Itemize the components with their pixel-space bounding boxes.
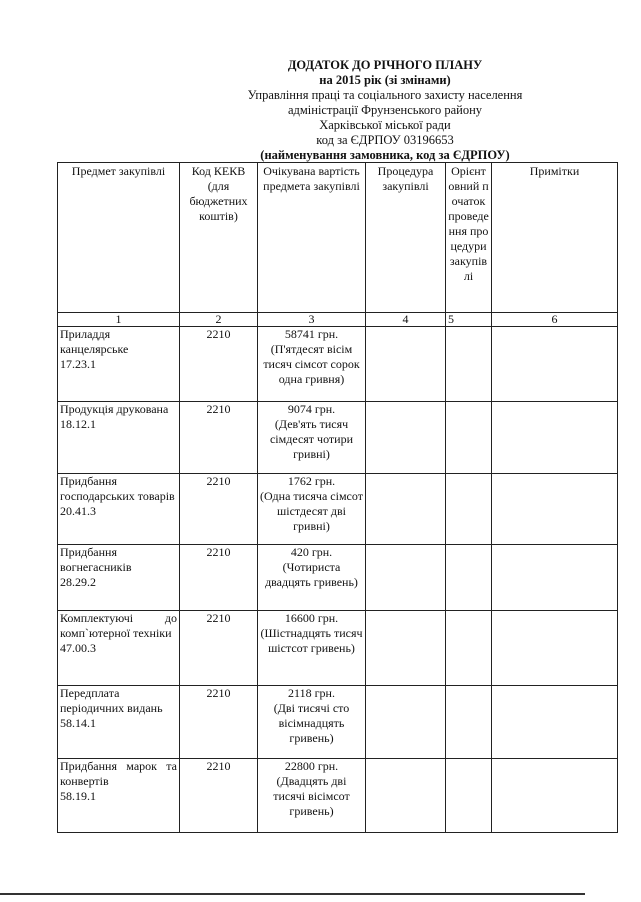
kekv-cell: 2210 <box>180 327 258 402</box>
table-row <box>58 402 618 474</box>
start-cell <box>446 327 492 402</box>
subject-name: Комплектуючі до комп`ютерної техніки <box>60 611 177 640</box>
document-title: ДОДАТОК ДО РІЧНОГО ПЛАНУ <box>287 58 483 72</box>
start-cell <box>446 759 492 833</box>
procurement-table <box>57 162 618 833</box>
column-header-expected-cost: Очікувана вартість предмета закупівлі <box>258 163 366 313</box>
subject-code: 58.19.1 <box>60 789 96 803</box>
amount-in-words: (Чотириста двадцять гривень) <box>265 560 358 589</box>
kekv-cell: 2210 <box>180 611 258 686</box>
subject-cell <box>58 686 180 759</box>
column-number: 2 <box>180 313 258 327</box>
document-header <box>150 58 620 163</box>
expected-cost-cell <box>258 474 366 545</box>
notes-cell <box>492 545 618 611</box>
procedure-cell <box>366 759 446 833</box>
table-row <box>58 686 618 759</box>
org-line-3: Харківської міської ради <box>319 118 451 132</box>
amount: 9074 грн. <box>287 402 336 416</box>
subject-cell <box>58 759 180 833</box>
table-row <box>58 759 618 833</box>
expected-cost-cell <box>258 545 366 611</box>
subject-code: 20.41.3 <box>60 504 96 518</box>
expected-cost-cell <box>258 759 366 833</box>
notes-cell <box>492 474 618 545</box>
subject-code: 17.23.1 <box>60 357 96 371</box>
org-line-1: Управління праці та соціального захисту населення <box>247 88 523 102</box>
procedure-cell <box>366 611 446 686</box>
procedure-cell <box>366 686 446 759</box>
column-header-procedure: Процедура закупівлі <box>366 163 446 313</box>
document-subtitle: на 2015 рік (зі змінами) <box>319 73 451 87</box>
subject-name: Придбання марок та конвертів <box>60 759 177 788</box>
amount: 2118 грн. <box>288 686 335 700</box>
column-header-notes: Примітки <box>492 163 618 313</box>
procedure-cell <box>366 545 446 611</box>
procedure-cell <box>366 327 446 402</box>
edrpou-code: код за ЄДРПОУ 03196653 <box>316 133 454 147</box>
notes-cell <box>492 759 618 833</box>
column-number: 4 <box>366 313 446 327</box>
start-cell <box>446 686 492 759</box>
subject-code: 47.00.3 <box>60 641 96 655</box>
kekv-cell: 2210 <box>180 474 258 545</box>
column-header-kekv: Код КЕКВ (для бюджетних коштів) <box>180 163 258 313</box>
table-row <box>58 474 618 545</box>
column-number: 6 <box>492 313 618 327</box>
amount-in-words: (Дві тисячі сто вісімнадцять гривень) <box>273 701 350 745</box>
expected-cost-cell <box>258 686 366 759</box>
expected-cost-cell <box>258 402 366 474</box>
subject-name: Придбання господарських товарів <box>60 474 175 503</box>
kekv-cell: 2210 <box>180 686 258 759</box>
amount-in-words: (Одна тисяча сімсот шістдесят дві гривні) <box>260 489 363 533</box>
amount: 58741 грн. <box>284 327 339 341</box>
column-number-row <box>58 313 618 327</box>
subject-cell <box>58 402 180 474</box>
column-number: 1 <box>58 313 180 327</box>
notes-cell <box>492 611 618 686</box>
start-cell <box>446 611 492 686</box>
procedure-cell <box>366 474 446 545</box>
subject-name: Придбання вогнегасників <box>60 545 132 574</box>
subject-name: Приладдя канцелярське <box>60 327 129 356</box>
subject-name: Передплата періодичних видань <box>60 686 163 715</box>
notes-cell <box>492 686 618 759</box>
subject-cell <box>58 545 180 611</box>
table-row <box>58 327 618 402</box>
subject-code: 58.14.1 <box>60 716 96 730</box>
start-cell <box>446 545 492 611</box>
amount-in-words: (Двадцять дві тисячі вісімсот гривень) <box>273 774 350 818</box>
subject-cell <box>58 327 180 402</box>
amount: 22800 грн. <box>284 759 339 773</box>
subject-code: 28.29.2 <box>60 575 96 589</box>
org-line-2: адміністрації Фрунзенського району <box>287 103 483 117</box>
subject-cell <box>58 474 180 545</box>
subject-name: Продукція друкована <box>60 402 169 416</box>
scan-bottom-edge <box>0 893 585 895</box>
start-cell <box>446 474 492 545</box>
expected-cost-cell <box>258 327 366 402</box>
amount-in-words: (Дев'ять тисяч сімдесят чотири гривні) <box>269 417 354 461</box>
customer-caption: (найменування замовника, код за ЄДРПОУ) <box>260 148 510 162</box>
expected-cost-cell <box>258 611 366 686</box>
amount: 16600 грн. <box>284 611 339 625</box>
column-header-subject: Предмет закупівлі <box>58 163 180 313</box>
column-header-start-date: Орієнт овний початок проведення процедури закупівлі <box>446 163 492 313</box>
table-header-row <box>58 163 618 313</box>
amount-in-words: (Шістнадцять тисяч шістсот гривень) <box>260 626 363 655</box>
table-row <box>58 611 618 686</box>
amount: 420 грн. <box>290 545 333 559</box>
subject-code: 18.12.1 <box>60 417 96 431</box>
kekv-cell: 2210 <box>180 402 258 474</box>
start-cell <box>446 402 492 474</box>
kekv-cell: 2210 <box>180 759 258 833</box>
column-number: 5 <box>446 313 492 327</box>
table-row <box>58 545 618 611</box>
column-number: 3 <box>258 313 366 327</box>
amount: 1762 грн. <box>287 474 336 488</box>
notes-cell <box>492 402 618 474</box>
notes-cell <box>492 327 618 402</box>
subject-cell <box>58 611 180 686</box>
kekv-cell: 2210 <box>180 545 258 611</box>
amount-in-words: (П'ятдесят вісім тисяч сімсот сорок одна гривня) <box>263 342 360 386</box>
procedure-cell <box>366 402 446 474</box>
